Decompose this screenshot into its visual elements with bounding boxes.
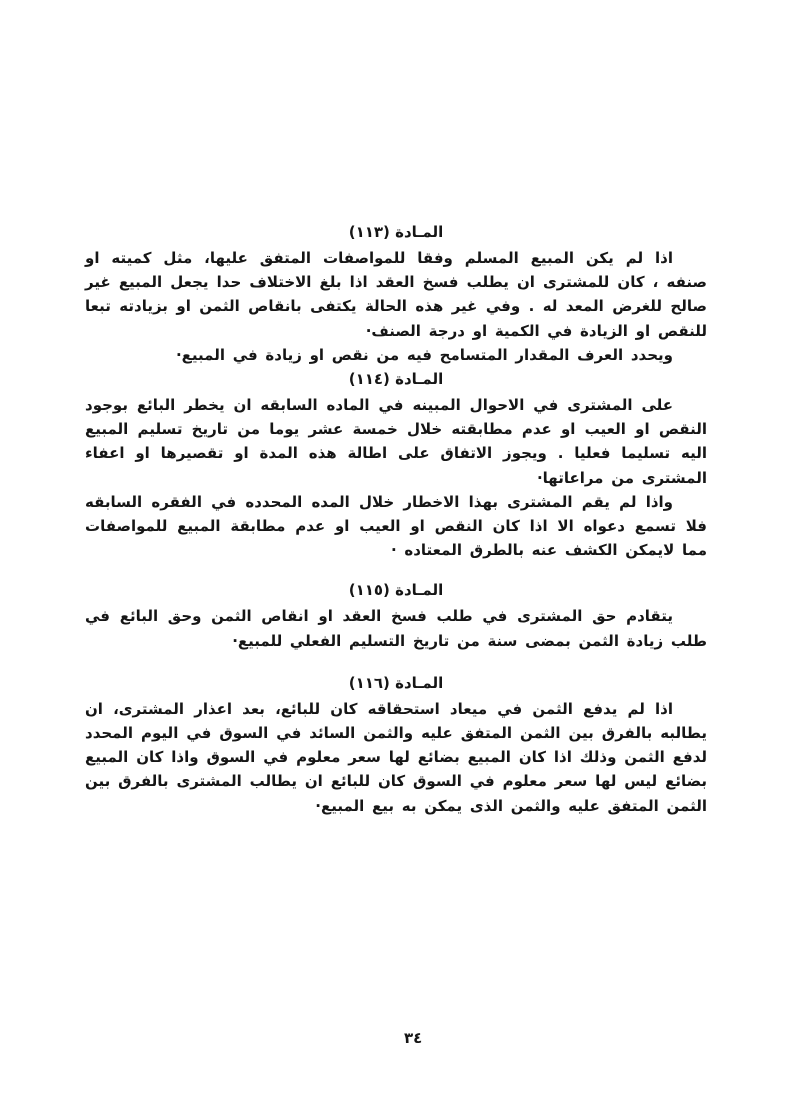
- article-paragraph: ويحدد العرف المقدار المتسامح فيه من نقص او زيادة في المبيع·: [175, 345, 673, 364]
- article-paragraph: اذا لم يكن المبيع المسلم وفقا للمواصفات المتفق عليها، مثل كميته او صنفه ، كان للمشترى ان يطلب فسخ العقد اذا بلغ الاختلاف حدا يجعل المبيع غير صالح للغرض المعد له . وفي غير هذه الحالة يكتفى بانقاص الثمن او بزيادته تبعا للنقص او الزيادة في الكمية او درجة الصنف·: [85, 249, 707, 340]
- article: [85, 671, 707, 818]
- article-paragraph: يتقادم حق المشترى في طلب فسخ العقد او انقاص الثمن وحق البائع في طلب زيادة الثمن بمضى سنة من تاريخ التسليم الفعلي للمبيع·: [85, 607, 707, 650]
- page-number: ٣٤: [404, 1029, 423, 1047]
- article-paragraph: اذا لم يدفع الثمن في ميعاد استحقاقه كان للبائع، بعد اعذار المشترى، ان يطالبه بالفرق بين الثمن المتفق عليه والثمن السائد في السوق في اليوم المحدد لدفع الثمن وذلك اذا كان المبيع بضائع لها سعر معلوم في السوق واذا كان المبيع بضائع ليس لها سعر معلوم في السوق كان للبائع ان يطالب المشترى بالفرق بين الثمن المتفق عليه والثمن الذى يمكن به بيع المبيع·: [85, 699, 707, 815]
- article-heading: المـادة (١١٣): [348, 223, 444, 241]
- article: [85, 578, 707, 652]
- article-heading: المـادة (١١٦): [348, 673, 444, 692]
- article: [85, 367, 707, 562]
- article-paragraph: واذا لم يقم المشترى بهذا الاخطار خلال المده المحدده في الفقره السابقه فلا تسمع دعواه الا اذا كان النقص او العيب او عدم مطابقة المبيع للمواصفات مما لايمكن الكشف عنه بالطرق المعتاده ·: [85, 492, 707, 560]
- articles-container: [85, 220, 707, 818]
- article: [85, 220, 707, 367]
- article-heading: المـادة (١١٤): [348, 370, 444, 389]
- article-heading: المـادة (١١٥): [348, 581, 444, 600]
- article-paragraph: على المشترى في الاحوال المبينه في الماده السابقه ان يخطر البائع بوجود النقص او العيب او عدم مطابقته خلال خمسة عشر يوما من تاريخ تسليم المبيع اليه تسليما فعليا . ويجوز الاتفاق على اطالة هذه المدة او تقصيرها او اعفاء المشترى من مراعاتها·: [85, 396, 707, 487]
